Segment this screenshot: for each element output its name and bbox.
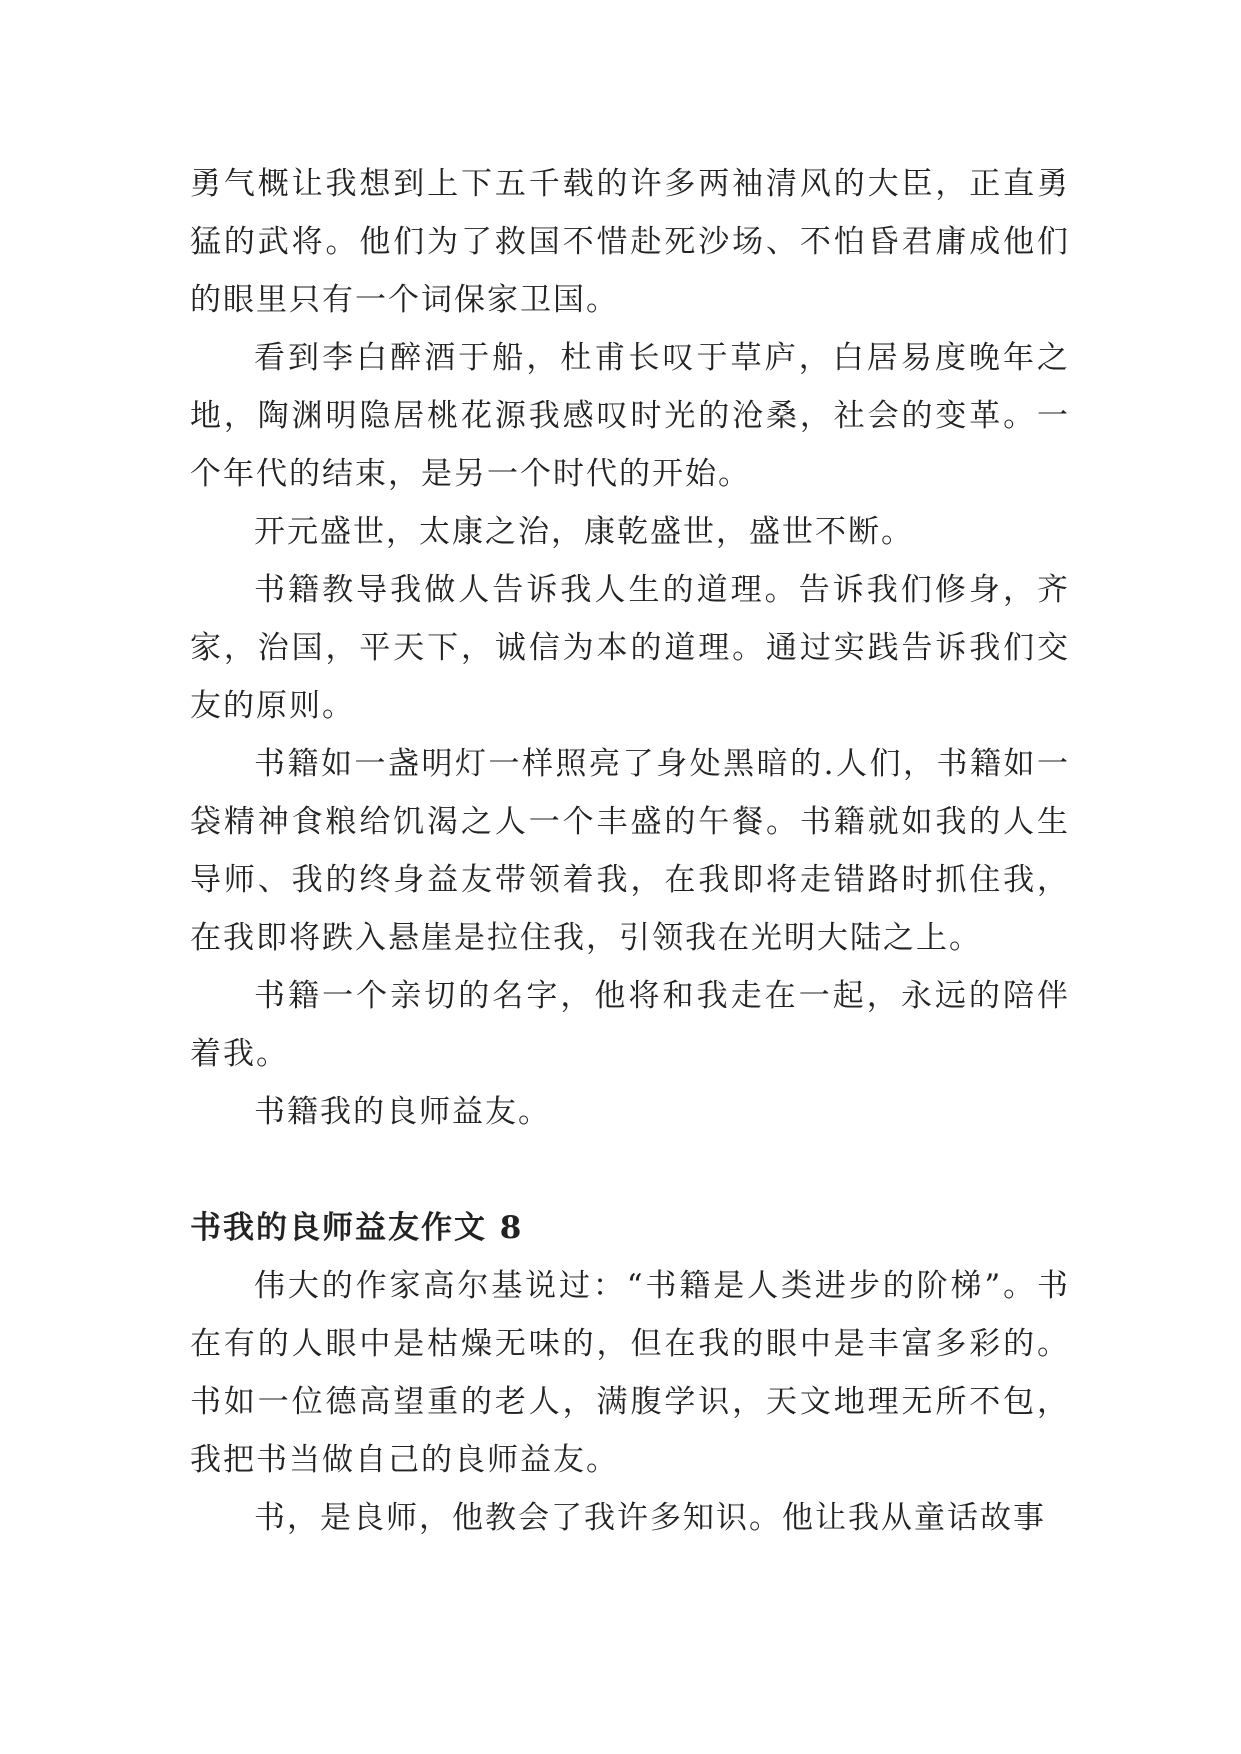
paragraph-6: 书籍一个亲切的名字，他将和我走在一起，永远的陪伴着我。 — [190, 978, 1070, 1072]
paragraph-7: 书籍我的良师益友。 — [254, 1094, 551, 1130]
paragraph-8: 伟大的作家高尔基说过：“书籍是人类进步的阶梯”。书在有的人眼中是枯燥无味的，但在我的眼中是丰富多彩的。书如一位德高望重的老人，满腹学识，天文地理无所不包，我把书当做自己的良师益友。 — [190, 1268, 1070, 1478]
paragraph-3: 开元盛世，太康之治，康乾盛世，盛世不断。 — [254, 514, 914, 550]
section-spacer — [190, 1141, 1070, 1199]
paragraph-4: 书籍教导我做人告诉我人生的道理。告诉我们修身，齐家，治国，平天下，诚信为本的道理。通过实践告诉我们交友的原则。 — [190, 572, 1070, 724]
document-body — [190, 155, 1070, 1547]
paragraph-5: 书籍如一盏明灯一样照亮了身处黑暗的.人们，书籍如一袋精神食粮给饥渴之人一个丰盛的午餐。书籍就如我的人生导师、我的终身益友带领着我，在我即将走错路时抓住我，在我即将跌入悬崖是拉住我，引领我在光明大陆之上。 — [190, 746, 1070, 956]
paragraph-2: 看到李白醉酒于船，杜甫长叹于草庐，白居易度晚年之地，陶渊明隐居桃花源我感叹时光的沧桑，社会的变革。一个年代的结束，是另一个时代的开始。 — [190, 340, 1070, 492]
paragraph-9: 书，是良师，他教会了我许多知识。他让我从童话故事 — [254, 1500, 1046, 1536]
paragraph-1: 勇气概让我想到上下五千载的许多两袖清风的大臣，正直勇猛的武将。他们为了救国不惜赴死沙场、不怕昏君庸成他们的眼里只有一个词保家卫国。 — [190, 166, 1070, 318]
section-heading: 书我的良师益友作文 8 — [190, 1210, 524, 1246]
